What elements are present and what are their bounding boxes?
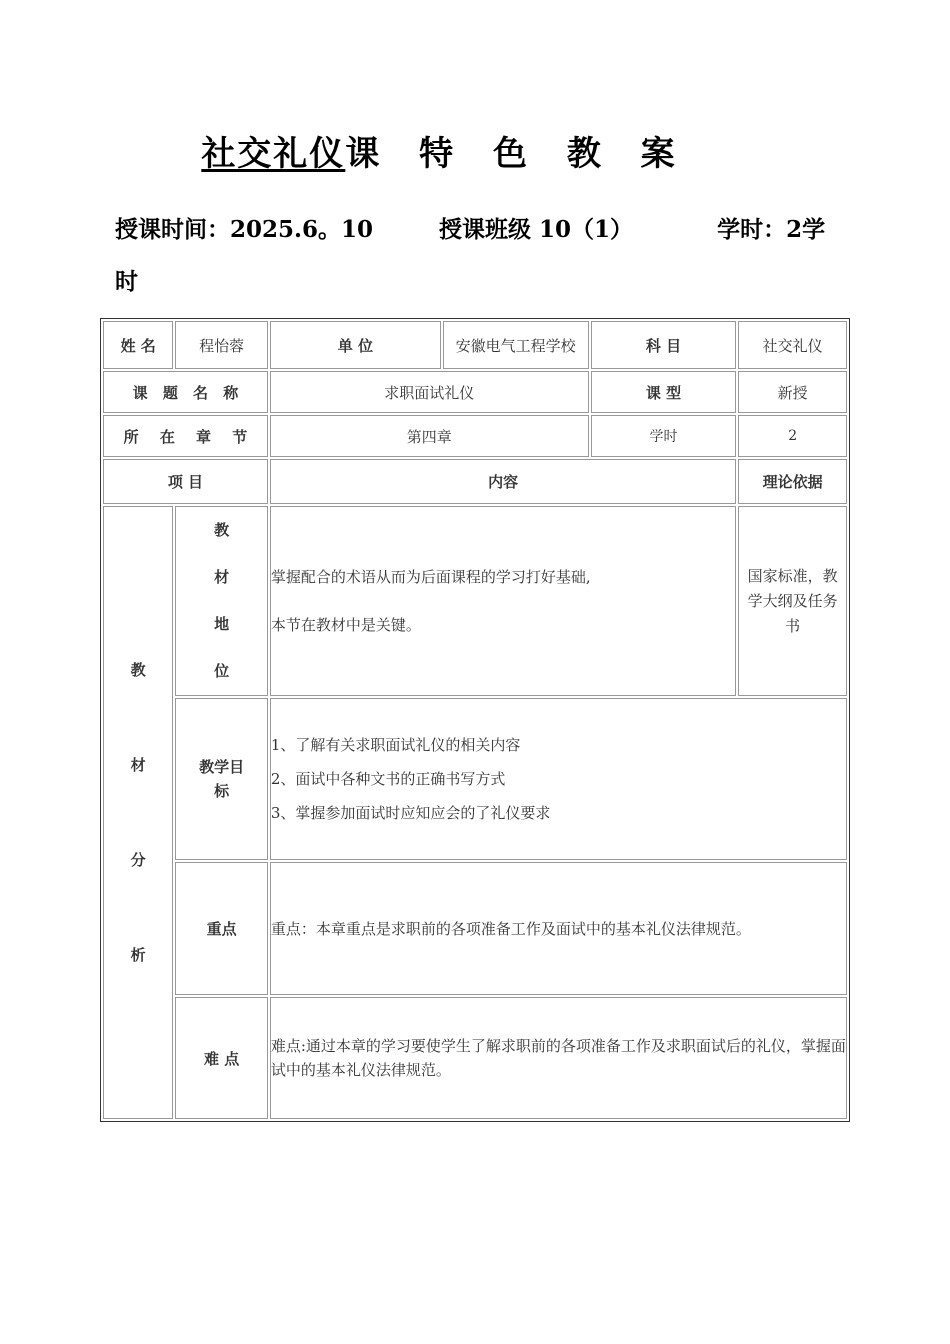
goals-content: 1、了解有关求职面试礼仪的相关内容 2、面试中各种文书的正确书写方式 3、掌握参加面试时应知应会的了礼仪要求 xyxy=(270,698,847,860)
table-row xyxy=(103,415,847,457)
period-label: 学时 xyxy=(591,415,737,457)
table-row xyxy=(103,459,847,504)
subject-label: 科 目 xyxy=(591,321,737,369)
content-label: 内容 xyxy=(270,459,736,504)
topic-label: 课 题 名 称 xyxy=(103,371,268,413)
table-row xyxy=(103,997,847,1119)
document-title xyxy=(0,126,890,175)
basis-value: 国家标准，教学大纲及任务书 xyxy=(738,506,847,696)
key-content: 重点：本章重点是求职前的各项准备工作及面试中的基本礼仪法律规范。 xyxy=(270,862,847,995)
hours-label: 学时： xyxy=(717,216,787,243)
item-label: 项 目 xyxy=(103,459,268,504)
chapter-label: 所 在 章 节 xyxy=(103,415,268,457)
unit-label: 单 位 xyxy=(270,321,441,369)
type-label: 课 型 xyxy=(591,371,737,413)
period-value: 2 xyxy=(738,415,847,457)
name-value: 程怡蓉 xyxy=(175,321,268,369)
unit-value: 安徽电气工程学校 xyxy=(443,321,589,369)
name-label: 姓 名 xyxy=(103,321,173,369)
time-label: 授课时间： xyxy=(115,216,230,243)
class-value: 10（1） xyxy=(539,216,634,243)
chapter-value: 第四章 xyxy=(270,415,589,457)
key-label: 重点 xyxy=(175,862,268,995)
type-value: 新授 xyxy=(738,371,847,413)
difficulty-label: 难 点 xyxy=(175,997,268,1119)
basis-label: 理论依据 xyxy=(738,459,847,504)
position-label: 教 材 地 位 xyxy=(175,506,268,696)
subject-value: 社交礼仪 xyxy=(738,321,847,369)
table-row xyxy=(103,321,847,369)
lesson-meta xyxy=(115,204,845,308)
title-underlined: 社交礼仪 xyxy=(201,134,346,174)
table-row xyxy=(103,506,847,696)
position-content: 掌握配合的术语从而为后面课程的学习打好基础, 本节在教材中是关键。 xyxy=(270,506,736,696)
lesson-plan-table xyxy=(100,318,850,1122)
difficulty-content: 难点:通过本章的学习要使学生了解求职前的各项准备工作及求职面试后的礼仪，掌握面试中的基本礼仪法律规范。 xyxy=(270,997,847,1119)
table-row xyxy=(103,371,847,413)
goal-label: 教学目标 xyxy=(175,698,268,860)
table-row xyxy=(103,862,847,995)
table-row xyxy=(103,698,847,860)
class-label: 授课班级 xyxy=(439,216,532,243)
title-rest: 课 特 色 教 案 xyxy=(345,134,689,174)
analysis-label: 教 材 分 析 xyxy=(103,506,173,1119)
hours-wrap: 时 xyxy=(115,268,138,295)
topic-value: 求职面试礼仪 xyxy=(270,371,589,413)
hours-value: 2学 xyxy=(786,216,826,243)
time-value: 2025.6。10 xyxy=(230,216,374,243)
